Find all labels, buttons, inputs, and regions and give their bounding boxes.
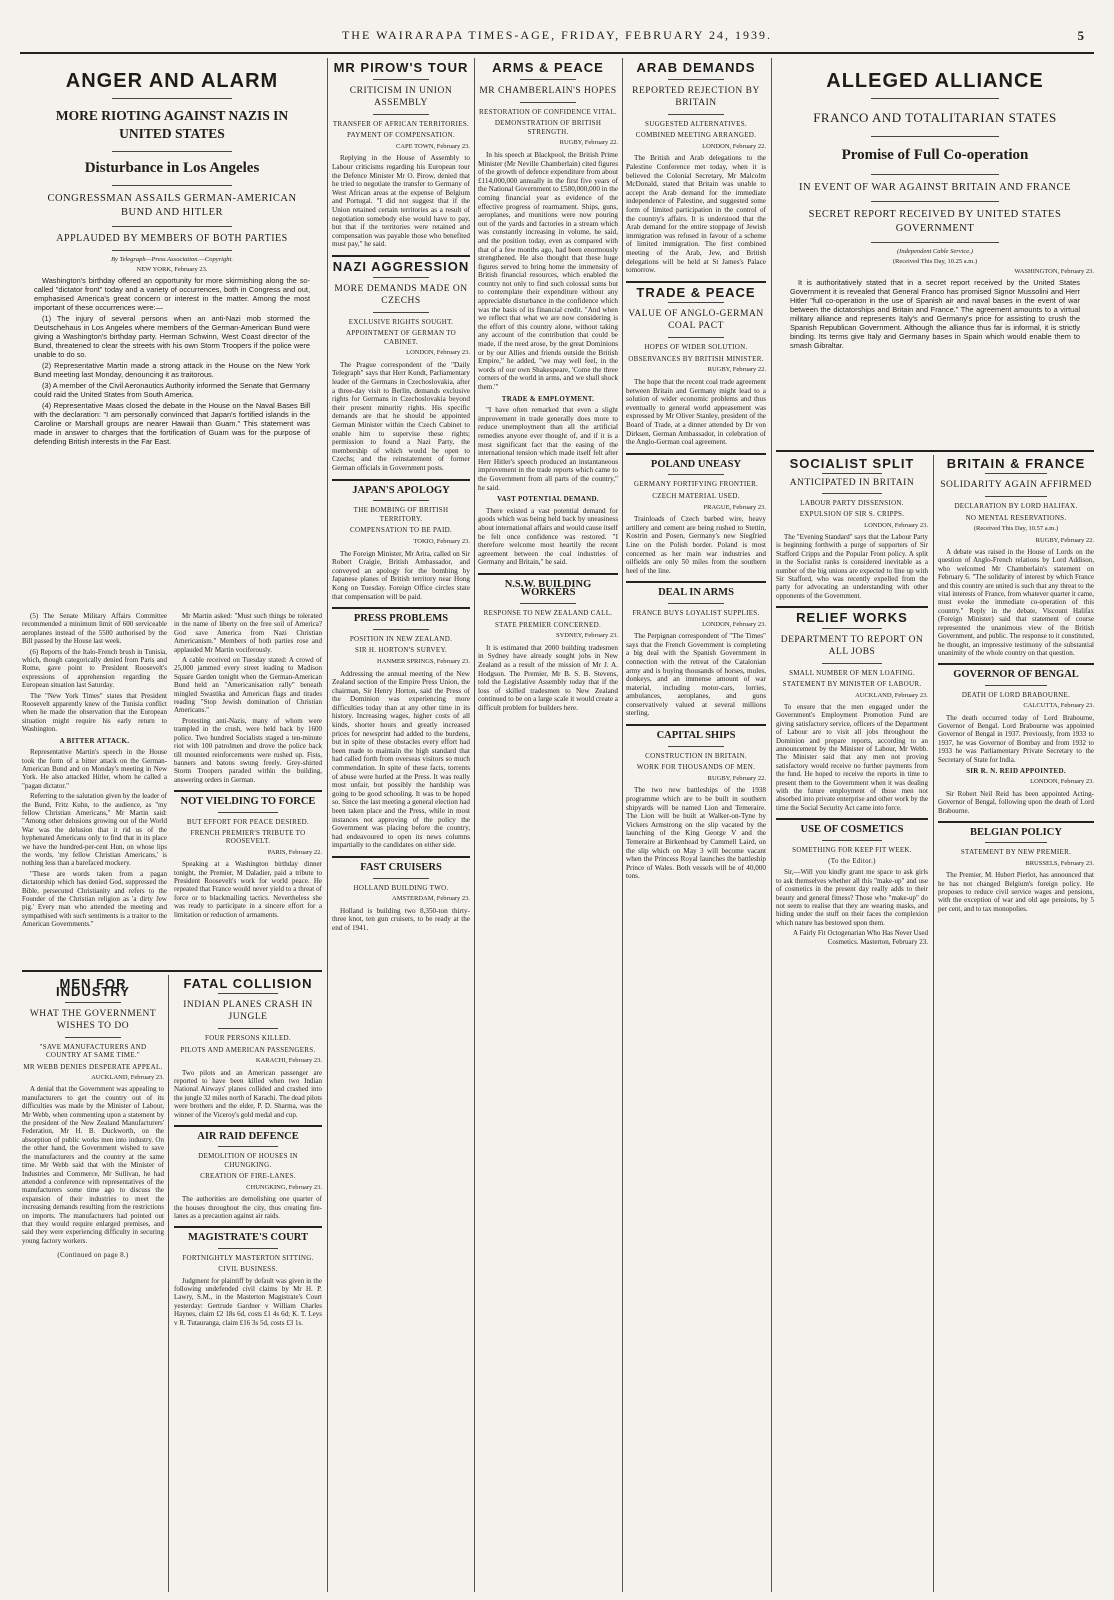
byline: By Telegraph—Press Association.—Copyright. — [111, 256, 233, 263]
dateline: HANMER SPRINGS, February 23. — [377, 657, 470, 665]
paragraph: A debate was raised in the House of Lords on the question of Anglo-French relations by Lord Addison, who welcomed Mr Chamberlain's statement on February 6. "The solidarity of interest by which France and this country are united is such that any threat to the vital interests of France, from whatever quarter it came, must evoke the immediate co-operation of this country." Reply in the debate, Viscount Halifax (Foreign Minister) said that statement of course represented the unanimous view of the British Government, and public. The response to it constituted, he thought, an impressive testimony of the substantial unanimity of the whole country on that question. — [938, 548, 1094, 657]
dateline: NEW YORK, February 23. — [136, 266, 208, 273]
divider — [174, 790, 322, 792]
deck: WORK FOR THOUSANDS OF MEN. — [636, 763, 756, 772]
headline: BELGIAN POLICY — [970, 827, 1062, 838]
deck: CZECH MATERIAL USED. — [652, 492, 740, 500]
deck: DEPARTMENT TO REPORT ON ALL JOBS — [780, 634, 924, 657]
divider — [520, 603, 576, 604]
deck: FOUR PERSONS KILLED. — [205, 1034, 291, 1043]
divider — [218, 1248, 277, 1249]
dateline: RUGBY, February 22. — [559, 139, 618, 147]
headline: AIR RAID DEFENCE — [197, 1131, 299, 1143]
deck: COMPENSATION TO BE PAID. — [350, 526, 452, 535]
divider — [373, 878, 428, 879]
headline: CAPITAL SHIPS — [656, 730, 736, 742]
deck: NO MENTAL RESERVATIONS. — [965, 513, 1067, 522]
divider — [938, 821, 1094, 823]
headline: FAST CRUISERS — [360, 861, 442, 873]
column-3 — [478, 58, 618, 1592]
divider — [776, 818, 928, 820]
headline: MAGISTRATE'S COURT — [188, 1232, 308, 1244]
deck: RESTORATION OF CONFIDENCE VITAL. — [479, 107, 617, 116]
deck: OBSERVANCES BY BRITISH MINISTER. — [628, 354, 764, 363]
dateline: PRAGUE, February 23. — [703, 503, 766, 511]
headline: ANGER AND ALARM — [65, 70, 279, 92]
byline: (Independent Cable Service.) — [897, 248, 973, 255]
headline: FATAL COLLISION — [183, 976, 313, 991]
paragraph: Referring to the salutation given by the leader of the Bund, Fritz Kuhn, to the audience, as "my fellow Christian Americans," Mr Martin said: "Among other delusions growing out of the World War was the delusion that it rid us of the hyphenated Americans only to find that in its place we have the hundred-per-cent Hun, on whose lips the words, 'my fellow Christian Americans,' is nothing less than a barefaced mockery. — [22, 792, 167, 868]
headline: NAZI AGGRESSION — [332, 258, 470, 274]
divider — [626, 724, 766, 726]
divider — [822, 493, 883, 494]
divider — [112, 226, 232, 227]
headline: PRESS PROBLEMS — [353, 613, 449, 625]
divider — [332, 255, 470, 257]
subhead: MORE RIOTING AGAINST NAZIS IN UNITED STATES — [55, 108, 289, 141]
headline: RELIEF WORKS — [796, 610, 908, 626]
paragraph: "These are words taken from a pagan dictatorship which has denied God, suppressed the Bible, persecuted Christianity and refers to the Founder of the Christian religion as 'a dirty Jew pig.' Every man who attended the meeting and sympathised with such sentiments is a traitor to the American Governments." — [22, 869, 167, 929]
paragraph: Representative Martin's speech in the House took the form of a bitter attack on the German-American Bund and on Monday's meeting in New York. He also attacked Hitler, whom he called a "pagan dictator." — [22, 748, 167, 790]
divider — [626, 281, 766, 283]
divider — [112, 151, 232, 152]
paragraph: Judgment for plaintiff by default was given in the following undefended civil claims by Mr H. P. Lawry, S.M., in the Masterton Magistrate's Court yesterday: Gertrude Gardner v William Charles Haynes, claim £2 18s 6d, costs £1 4s 6d; K. T. Leys v R. Tutauranga, claim £16 3s 5d, costs £3 1s. — [174, 1276, 322, 1327]
column-5b — [938, 456, 1094, 1592]
paragraph: Addressing the annual meeting of the New Zealand section of the Empire Press Union, the chairman, Sir Henry Horton, said the Press of the Dominion was experiencing more difficulties today than at any other time in its history. Increasing wages, higher costs of all kinds, shorter hours and greatly increased prices for newsprint had added to the burdens, but in spite of these obstacles every effort had been made to maintain the high standard that had called forth from overseas visitors so much commendation. In spite of these facts, torrents of abuse were hurled at the Press. It was really most unfair, but possibly the hardship was going to be good schooling. It was to be hoped so. Since the last meeting a general election had been taken place and the Press, while in most instances not approving of the policy the Government was placing before the country, had endeavoured to open its news columns impartially to the candidates on either side. — [332, 669, 470, 850]
column-rule — [474, 58, 475, 1592]
divider — [373, 312, 428, 313]
divider — [668, 337, 724, 338]
article-anger-continued-right — [174, 612, 322, 967]
divider — [871, 174, 998, 175]
divider — [776, 606, 928, 608]
deck: HOLLAND BUILDING TWO. — [353, 883, 449, 892]
headline: N.S.W. BUILDING WORKERS — [504, 578, 592, 599]
divider — [776, 450, 1094, 452]
dateline: BRUSSELS, February 23. — [1025, 859, 1094, 867]
headline: ARMS & PEACE — [492, 60, 604, 75]
divider — [822, 628, 883, 629]
dateline: AUCKLAND, February 23. — [855, 691, 928, 699]
divider — [332, 856, 470, 858]
deck: RESPONSE TO NEW ZEALAND CALL. — [483, 609, 613, 618]
dateline: LONDON, February 22. — [702, 142, 766, 150]
divider — [65, 1037, 122, 1038]
deck: FRANCO AND TOTALITARIAN STATES — [813, 110, 1057, 125]
divider — [985, 842, 1047, 843]
divider — [112, 98, 232, 99]
headline: BRITAIN & FRANCE — [946, 456, 1086, 471]
divider — [985, 473, 1047, 474]
article-men-for-industry — [22, 976, 164, 1592]
divider — [822, 663, 883, 664]
divider — [822, 840, 883, 841]
dateline: LONDON, February 23. — [406, 349, 470, 357]
article-alleged-alliance — [776, 62, 1094, 442]
deck: CRITICISM IN UNION ASSEMBLY — [349, 85, 453, 108]
deck: SECRET REPORT RECEIVED BY UNITED STATES GOVERNMENT — [808, 209, 1062, 234]
paragraph: The authorities are demolishing one quarter of the houses throughout the city, thus creating fire-lanes as a precaution against air raids. — [174, 1195, 322, 1220]
deck: COMBINED MEETING ARRANGED. — [635, 131, 757, 140]
paragraph: Washington's birthday offered an opportunity for more skirmishing along the so-called "dictator front" today and a variety of occurrences, both in Congress and out, emphasised America's great concern or interest in the matter. Among the most important of these occurrences were:— — [34, 276, 310, 312]
deck: DECLARATION BY LORD HALIFAX. — [954, 502, 1078, 511]
dateline: LONDON, February 23. — [702, 620, 766, 628]
paragraph: The hope that the recent coal trade agreement between Britain and Germany might lead to a solution of wider economic problems and thus eventually to general world appeasement was expressed by Mr Oliver Stanley, president of the Board of Trade, at a dinner attended by Dr von Dirksen, German Ambassador, in celebration of the Anglo-German coal agreement. — [626, 378, 766, 447]
dateline: WASHINGTON, February 23. — [1014, 268, 1094, 275]
deck: APPOINTMENT OF GERMAN TO CABINET. — [345, 329, 457, 346]
dateline: RUGBY, February 22. — [707, 774, 766, 782]
subheading: TRADE & EMPLOYMENT. — [501, 394, 595, 403]
deck: SOLIDARITY AGAIN AFFIRMED — [940, 480, 1092, 491]
divider — [174, 1226, 322, 1228]
dateline: RUGBY, February 22. — [707, 366, 766, 374]
divider — [332, 479, 470, 481]
divider — [478, 573, 618, 575]
divider — [668, 302, 724, 303]
masthead-title: THE WAIRARAPA TIMES-AGE, FRIDAY, FEBRUARY 24, 1939. — [341, 28, 773, 42]
divider — [218, 1146, 277, 1147]
divider — [174, 1125, 322, 1127]
paragraph: The two new battleships of the 1938 programme which are to be built in southern shipyards will be named Lion and Temeraire. The Lion will be built at Walker-on-Tyne by Vickers Armstrong on the slip vacated by the launching of the King George V and the Temeraire at Birkenhead by Cammell Laird, on the slip which on May 3 will become vacant when the Princess Royal launches the battleship Prince of Wales. Both vessels will be of 40,000 tons. — [626, 786, 766, 881]
deck: GERMANY FORTIFYING FRONTIER. — [633, 480, 759, 489]
dateline: AMSTERDAM, February 23. — [392, 895, 470, 903]
deck: BUT EFFORT FOR PEACE DESIRED. — [186, 817, 310, 826]
headline: MR PIROW'S TOUR — [333, 60, 469, 75]
dateline: LONDON, February 23. — [864, 521, 928, 529]
dateline: SYDNEY, February 23. — [556, 632, 618, 640]
deck: CIVIL BUSINESS. — [218, 1265, 278, 1274]
divider — [822, 473, 883, 474]
deck: MORE DEMANDS MADE ON CZECHS — [334, 283, 468, 306]
column-rule — [327, 58, 328, 1592]
paragraph: Replying in the House of Assembly to Labour criticisms regarding his European tour the Defence Minister Mr O. Pirow, denied that he tried to negotiate the transfer to Germany of West African areas at the expense of Belgium and Portugal. "I did not suggest that if the Union retained certain territories as a result of negotiation somebody else would have to pay, but that if the territories were retained and compensation was payable those who benefited must pay," he said. — [332, 154, 470, 249]
headline: POLAND UNEASY — [650, 458, 742, 470]
masthead-rule — [20, 52, 1094, 54]
deck: PILOTS AND AMERICAN PASSENGERS. — [180, 1045, 316, 1054]
deck: DEATH OF LORD BRABOURNE. — [961, 690, 1071, 699]
deck: VALUE OF ANGLO-GERMAN COAL PACT — [628, 309, 764, 332]
paragraph: Speaking at a Washington birthday dinner tonight, the Premier, M Daladier, paid a tribute to President Roosevelt's work for world peace. He repeated that France would never yield to a threat of force or to blackmailing tactics. Nevertheless she was ready to participate in a sincere effort for a limitation or reduction of armaments. — [174, 860, 322, 919]
deck: MR WEBB DENIES DESPERATE APPEAL. — [23, 1062, 163, 1071]
deck: SIR H. HORTON'S SURVEY. — [355, 646, 447, 655]
masthead — [20, 28, 1094, 46]
headline: NOT VIELDING TO FORCE — [180, 796, 316, 808]
paragraph: Sir Robert Neil Reid has been appointed Acting-Governor of Bengal, following upon the death of Lord Brabourne. — [938, 789, 1094, 815]
paragraph: The "Evening Standard" says that the Labour Party is beginning forthwith a purge of supporters of Sir Stafford Cripps and the Popular Front policy. A split in the Socialist ranks is considered inevitable as a number of the big unions are expected to line up with Sir Stafford, who was recently expelled from the party for advocating an understanding with other opponents of the Government. — [776, 533, 928, 600]
page-number: 5 — [1077, 28, 1084, 43]
deck: IN EVENT OF WAR AGAINST BRITAIN AND FRANCE — [799, 182, 1071, 193]
deck: SMALL NUMBER OF MEN LOAFING. — [789, 668, 915, 677]
divider — [65, 1002, 122, 1003]
paragraph: There existed a vast potential demand for goods which was being held back by uneasiness about international affairs and would cause itself be felt once confidence was restored. "I therefore welcome most heartily the recent agreement between the coal industries of Germany and Britain," he said. — [478, 506, 618, 567]
deck: MR CHAMBERLAIN'S HOPES — [479, 85, 617, 96]
divider — [22, 970, 322, 972]
deck: STATEMENT BY MINISTER OF LABOUR. — [782, 680, 922, 689]
divider — [871, 98, 998, 99]
paragraph: The death occurred today of Lord Brabourne, Governor of Bengal. Lord Brabourne was appointed Governor of Bengal in 1937. Previously, from 1933 to 1937, he was Governor of Bombay and from 1932 to 1933 he was Parliamentary Private Secretary to the Secretary of State for India. — [938, 713, 1094, 764]
paragraph: (1) The injury of several persons when an anti-Nazi mob stormed the Deutschehaus in Los Angeles where members of the German-American Bund were giving a Washington's birthday party. Herman Schwinn, West Coast director of the Bund, threatened to clear the streets with his own Storm Troopers if the police were unable to do so. — [34, 314, 310, 359]
paragraph: (2) Representative Martin made a strong attack in the House on the New York Bund meeting last Monday, denouncing it as traitorous. — [34, 361, 310, 379]
deck: THE BOMBING OF BRITISH TERRITORY. — [353, 506, 449, 523]
headline: USE OF COSMETICS — [800, 824, 904, 836]
divider — [373, 79, 428, 80]
paragraph: Two pilots and an American passenger are reported to have been killed when two Indian National Airways' planes collided and crashed into the jungle 32 miles north of Karachi. The dead pilots were brothers and the elder, P. D. Sharma, was the winner of the Viceroy's gold medal and cup. — [174, 1068, 322, 1119]
divider — [112, 185, 232, 186]
column-rule — [771, 58, 772, 1592]
dateline: CALCUTTA, February 23. — [1023, 702, 1094, 710]
deck: STATE PREMIER CONCERNED. — [494, 620, 601, 629]
continuation-note: (Continued on page 8.) — [57, 1251, 129, 1260]
lead-paragraphs — [34, 276, 310, 446]
paragraph: The Perpignan correspondent of "The Times" says that the French Government is completing a big deal with the Spanish Government in connection with the retreat of the Catalonian army and is buying thousands of horses, mules, donkeys, and an immense amount of war material, including motor-cars, lorries, ambulances, aeroplanes, and guns conservatively valued at several millions sterling. — [626, 632, 766, 718]
divider — [668, 474, 724, 475]
deck: FRANCE BUYS LOYALIST SUPPLIES. — [632, 608, 760, 617]
divider — [871, 136, 998, 137]
divider — [218, 993, 277, 994]
column-rule — [933, 455, 934, 1592]
deck: HOPES OF WIDER SOLUTION. — [644, 343, 748, 352]
dateline: AUCKLAND, February 23. — [91, 1074, 164, 1082]
column-rule — [168, 975, 169, 1592]
paragraph: (4) Representative Maas closed the debate in the House on the Naval Bases Bill with the declaration: "I am personally convinced that Japan's fortified islands in the Caroline or Marshall groups are nearer Hawaii than Guam." This statement was made in answer to charges that the fortification of Guam was for the purpose of defending British interests in the Far East. — [34, 401, 310, 446]
deck: DEMONSTRATION OF BRITISH STRENGTH. — [494, 119, 602, 136]
deck: STATEMENT BY NEW PREMIER. — [960, 848, 1072, 857]
divider — [520, 102, 576, 103]
column-rule — [622, 58, 623, 1592]
deck: POSITION IN NEW ZEALAND. — [349, 634, 453, 643]
headline: ARAB DEMANDS — [636, 60, 756, 75]
divider — [520, 79, 576, 80]
headline: JAPAN'S APOLOGY — [352, 484, 450, 496]
deck: CONGRESSMAN ASSAILS GERMAN-AMERICAN BUND AND HITLER — [47, 193, 297, 218]
deck: LABOUR PARTY DISSENSION. — [800, 498, 904, 507]
paragraph: The Premier, M. Hubert Pierlot, has announced that he has not changed Belgium's foreign policy. He proposes to reduce civil service wages and pensions, with the exception of war and old age pensions, by 5 per cent, and to tax monopolies. — [938, 871, 1094, 913]
article-anger-continued-left — [22, 612, 167, 967]
deck: (To the Editor.) — [828, 857, 876, 865]
paragraph: "I have often remarked that even a slight improvement in trade generally does more to reduce unemployment than all the artificial remedies anyone ever thought of, and if it is a most significant fact that the easing of the international tension which made itself felt after Herr Hitler's speech produced an instantaneous improvement in the trade reports which came to the Government from all parts of the country," he said. — [478, 406, 618, 492]
divider — [668, 79, 724, 80]
received-time: (Received This Day, 10.25 a.m.) — [892, 258, 978, 265]
deck: ANTICIPATED IN BRITAIN — [789, 478, 915, 489]
headline: DEAL IN ARMS — [658, 587, 734, 599]
headline: GOVERNOR OF BENGAL — [953, 669, 1079, 681]
article-anger-and-alarm — [22, 62, 322, 612]
deck: EXPULSION OF SIR S. CRIPPS. — [799, 510, 905, 519]
dateline: CAPE TOWN, February 23. — [396, 142, 470, 150]
dateline: KARACHI, February 23. — [255, 1057, 322, 1065]
paragraph: Holland is building two 8,350-ton thirty-three knot, ten gun cruisers, to be ready at the end of 1941. — [332, 906, 470, 932]
deck: INDIAN PLANES CRASH IN JUNGLE — [183, 1000, 313, 1023]
divider — [668, 114, 724, 115]
section-title: Disturbance in Los Angeles — [84, 160, 260, 176]
paragraph: Trainloads of Czech barbed wire, heavy artillery and cement are being rushed to Stettin, Kostrin and Posen, Germany's new Siegfried Line on the Polish border. Poland is most concerned as her main war industries and oilfields are only 50 miles from the southern heel of the line. — [626, 515, 766, 575]
headline: TRADE & PEACE — [636, 284, 756, 300]
paragraph: (3) A member of the Civil Aeronautics Authority informed the Senate that Germany could raid the United States from South America. — [34, 381, 310, 399]
divider — [626, 581, 766, 583]
paragraph: A denial that the Government was appealing to manufacturers to get the country out of its difficulties was made by the Minister of Labour, Mr Webb, when commenting upon a statement by the president of the New Zealand Manufacturers' Federation, Mr H. B. Duckworth, on the absorption of public works men into industry. On the other hand, the Government wished to save the manufacturers and the country at the same time. Mr Webb said that with the Minister of Industries and Commerce, Mr Sullivan, he had attended a conference with representatives of the manufacturers some time ago to discuss the expansion of their industries to meet the increasing demands resulting from the restrictions on imports. The manufacturers had pointed out that they would require enlarged premises, and said they were experiencing difficulty in securing young factory workers. — [22, 1085, 164, 1245]
divider — [871, 242, 998, 243]
paragraph: The Foreign Minister, Mr Arita, called on Sir Robert Craigie, British Ambassador, and conveyed an apology for the bombing by Japanese planes of British territory near Hong Kong on Tuesday. Foreign Office circles state that compensation will be paid. — [332, 549, 470, 601]
signature: A Fairly Fit Octogenarian Who Has Never Used Cosmetics. Masterton, February 23. — [793, 929, 928, 946]
divider — [668, 603, 724, 604]
dateline: CHUNGKING, February 23. — [246, 1183, 322, 1191]
dateline: RUGBY, February 22. — [1035, 536, 1094, 544]
column-4 — [626, 58, 766, 1592]
paragraph: Mr Martin asked: "Must such things be tolerated in the name of liberty on the free soil of America? God save America from Nazi Christian Americanism." Members of both parties rose and applauded Mr Martin vociferously. — [174, 612, 322, 654]
paragraph: In his speech at Blackpool, the British Prime Minister (Mr Neville Chamberlain) cited figures of the growth of defence expenditure from about £114,000,000 annually in the first five years of the National Government to £580,000,000 in the coming financial year as evidence of the effective progress of rearmament. Ships, guns, aeroplanes, and munitions were now pouring out of the yards and factories in a stream which was constantly increasing in volume, he said, and the position today, even as compared with that of a few months ago, had been enormously strengthened. He also thought that these huge figures served to bring home the immensity of British financial resources, which enabled the country not only to find such colossal sums but to contemplate their expenditure without any appreciable disturbance in the confidence which was the basis of its financial credit. "And when we reflect that what we are now considering is the effort of this country alone, without taking any account of the contribution that could be made, if the need arose, by the great Dominions or by our Allies and friends outside the British Empire," he added, "we may well feel, in the words of our own Shakespeare, 'Come the three corners of the world in arms, and we shall shock them.'" — [478, 150, 618, 391]
deck: EXCLUSIVE RIGHTS SOUGHT. — [348, 317, 454, 326]
paragraph: It is authoritatively stated that in a secret report received by the United States Government it is revealed that General Franco has promised Signor Mussolini and Herr Hitler "full co-operation in the use of Spanish air and naval bases in the event of war between the dictatorships and Britain and France." The agreement amounts to a virtual military alliance and represents Italy's and Germany's price for assisting to crush the Spanish Republican Government. Although the alliance thus far is informal, it is strictly binding. Its terms give Italy and Germany bases in Spain which would enable them to smash Gibraltar. — [790, 278, 1080, 350]
deck: CONSTRUCTION IN BRITAIN. — [645, 751, 747, 760]
paragraph: Protesting anti-Nazis, many of whom were trampled in the crush, were held back by 1600 police. Two hundred Socialists staged a ten-minute riot with 100 patrolmen and drove the police back till mounted reinforcements were rushed up. Fists, banners and batons swung freely. Grey-shirted Storm Troopers paraded within the building, answering orders in German. — [174, 716, 322, 784]
divider — [373, 629, 428, 630]
headline: ALLEGED ALLIANCE — [826, 70, 1044, 92]
paragraph: The British and Arab delegations to the Palestine Conference met today, when it is believed the Colonial Secretary, Mr Malcolm McDonald, stated that Britain was unable to accept the Arab demand for the immediate independence of Palestine, and suggested some form of limited participation in the control of the country's affairs. It is understood that the Arab demand for the entire stoppage of Jewish immigration was refused in favour of a scheme of limited immigration. The first combined meeting of the Arab, Jew, and British delegations will be held at St James's Palace tomorrow. — [626, 154, 766, 275]
deck: "SAVE MANUFACTURERS AND COUNTRY AT SAME TIME." — [39, 1042, 147, 1060]
dateline: LONDON, February 23. — [1030, 778, 1094, 786]
divider — [218, 812, 277, 813]
divider — [373, 500, 428, 501]
deck: APPLAUDED BY MEMBERS OF BOTH PARTIES — [56, 233, 288, 244]
divider — [668, 746, 724, 747]
divider — [373, 114, 428, 115]
dateline: PARIS, February 22. — [267, 848, 322, 856]
divider — [871, 201, 998, 202]
subheading: SIR R. N. REID APPOINTED. — [966, 766, 1066, 775]
headline: SOCIALIST SPLIT — [789, 456, 915, 471]
received-time: (Received This Day, 10.57 a.m.) — [973, 525, 1059, 533]
deck: SOMETHING FOR KEEP FIT WEEK. — [792, 845, 912, 854]
paragraph: (5) The Senate Military Affairs Committee recommended a minimum limit of 600 serviceable aeroplanes instead of the 5500 authorised by the Bill passed by the House last week. — [22, 612, 167, 646]
headline: MEN FOR INDUSTRY — [56, 976, 130, 1000]
deck: FRENCH PREMIER'S TRIBUTE TO ROOSEVELT. — [190, 828, 306, 846]
deck: WHAT THE GOVERNMENT WISHES TO DO — [29, 1008, 157, 1031]
paragraph: The "New York Times" states that President Roosevelt apparently knew of the Tunisia conflict when he made the observation that the European situation might require his early return to Washington. — [22, 691, 167, 734]
article-fatal-collision — [174, 976, 322, 1592]
deck: DEMOLITION OF HOUSES IN CHUNGKING. — [198, 1152, 298, 1169]
body — [790, 278, 1080, 350]
deck: SUGGESTED ALTERNATIVES. — [645, 119, 747, 128]
divider — [373, 277, 428, 278]
divider — [218, 1028, 277, 1029]
deck: REPORTED REJECTION BY BRITAIN — [632, 85, 760, 108]
deck: FORTNIGHTLY MASTERTON SITTING. — [182, 1253, 314, 1262]
divider — [985, 685, 1047, 686]
dateline: TOKIO, February 23. — [413, 537, 470, 545]
divider — [938, 663, 1094, 665]
paragraph: A cable received on Tuesday stated: A crowd of 25,000 jammed every street leading to Madison Square Garden tonight when the German-American Bund held an "Americanisation rally" beneath mingled Swastika and American flags and tirades reading "Stop Jewish domination of Christian Americans." — [174, 656, 322, 715]
deck: PAYMENT OF COMPENSATION. — [347, 131, 455, 140]
paragraph: Sir,—Will you kindly grant me space to ask girls to ask themselves whether all this "make-up" and use of cosmetics in the present day really adds to their beauty and general fitness? Those who "make-up" do not seem to realise that they are wearing masks, and hiding under the stuff on their faces the complexion which nature has bestowed upon them. — [776, 868, 928, 927]
deck: CREATION OF FIRE-LANES. — [200, 1172, 296, 1181]
deck: TRANSFER OF AFRICAN TERRITORIES. — [332, 119, 470, 128]
paragraph: The Prague correspondent of the "Daily Telegraph" says that Herr Kundt, Parliamentary leader of the Germans in Czechoslovakia, after a three-day visit to Berlin, demands exclusive rights for Germans in Czechoslovakia beyond their present minority rights. His specific demands are that he should be appointed German Minister within the Czech Cabinet to enable him to supervise these rights; permission to found a Nazi Party, the membership of which would be open to Czechs; and the reinstatement of former German officials in Government posts. — [332, 360, 470, 472]
paragraph: It is estimated that 2000 building tradesmen in Sydney have already sought jobs in New Zealand as a result of the mission of Mr J. A. Hodgson. The Premier, Mr B. S. B. Stevens, told the Legislative Assembly today that if the loss of skilled tradesmen to New Zealand continued to be on a large scale it would create a difficult problem for builders here. — [478, 643, 618, 712]
divider — [332, 607, 470, 609]
subheading: A BITTER ATTACK. — [59, 736, 130, 745]
deck: Promise of Full Co-operation — [841, 147, 1029, 163]
divider — [112, 250, 232, 251]
paragraph: To ensure that the men engaged under the Government's Employment Promotion Fund are giving satisfactory service, officers of the Department of Labour are to visit all jobs throughout the Dominion and prepare reports, according to an announcement by the Minister of Labour, Mr Webb. The Minister said that any men not proving satisfactory would receive no further payments from the fund. He hoped to receive the reports in time to present them to the Government when it was dealing with the future employment of those men not absorbed into private enterprise and other work by the time the Social Security Act came into force. — [776, 702, 928, 812]
divider — [626, 453, 766, 455]
divider — [985, 496, 1047, 497]
column-5a — [776, 456, 928, 1592]
subheading: VAST POTENTIAL DEMAND. — [497, 495, 599, 504]
paragraph: (6) Reports of the Italo-French brush in Tunisia, which, though categorically denied from Paris and Rome, gave point to President Roosevelt's expressions of apprehension regarding the European situation last Saturday. — [22, 647, 167, 690]
column-2 — [332, 58, 470, 1592]
